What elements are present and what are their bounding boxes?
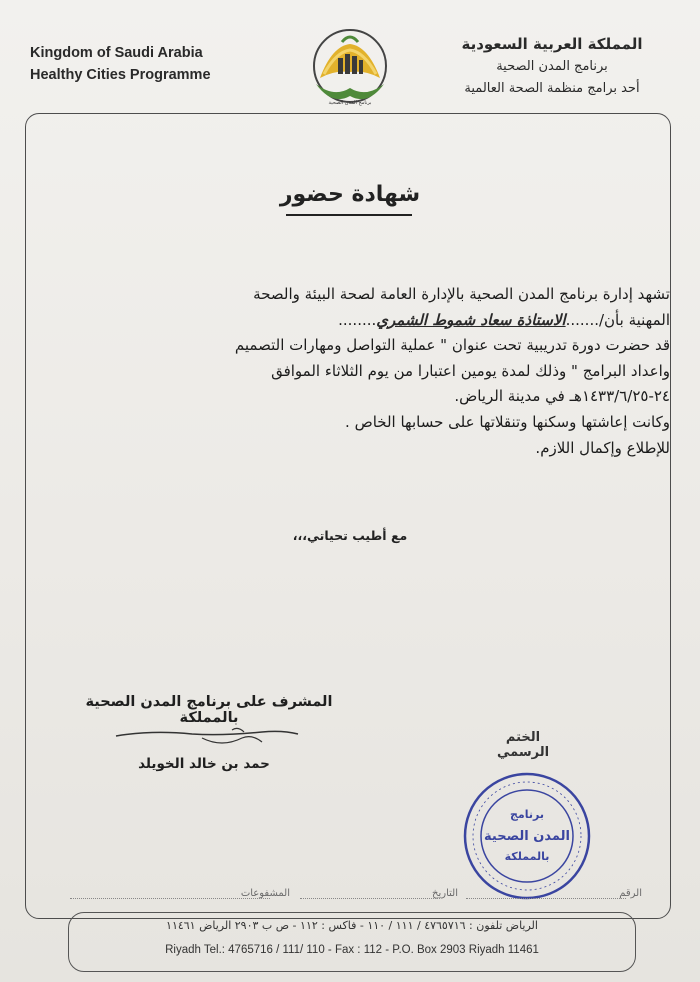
reference-attachments-label: المشفوعات xyxy=(240,888,290,899)
recipient-name: الاستاذة سعاد شموط الشمري xyxy=(376,310,566,329)
closing-greeting: مع أطيب تحياتي،،، xyxy=(292,528,408,543)
body-line: تشهد إدارة برنامج المدن الصحية بالإدارة العامة لصحة البيئة والصحة xyxy=(253,285,670,303)
reference-date-line xyxy=(300,898,440,900)
who-affiliation-ar: أحد برامج منظمة الصحة العالمية xyxy=(464,81,640,96)
country-name-ar: المملكة العربية السعودية xyxy=(461,35,643,53)
body-line-recipient xyxy=(60,308,670,334)
stamp-line-3: بالمملكة xyxy=(504,850,550,863)
certificate-title: شهادة حضور xyxy=(279,182,421,207)
handwritten-signature xyxy=(112,724,302,754)
programme-name-ar: برنامج المدن الصحية xyxy=(496,59,608,74)
certificate-body xyxy=(60,282,670,461)
header-arabic xyxy=(422,32,682,100)
recipient-suffix: ........ xyxy=(338,310,377,329)
logo-caption: برنامج المدن الصحية xyxy=(328,100,372,106)
reference-date-label: التاريخ xyxy=(432,888,458,899)
title-underline xyxy=(286,214,412,217)
footer-contact-box xyxy=(68,912,636,972)
stamp-line-1: برنامج xyxy=(510,808,544,821)
stamp-line-2: المدن الصحية xyxy=(484,829,570,844)
reference-number-line xyxy=(466,898,626,900)
body-line: وكانت إعاشتها وسكنها وتنقلاتها على حسابها الخاص . xyxy=(345,412,670,431)
header-english xyxy=(30,42,211,86)
supervisor-name: حمد بن خالد الخويلد xyxy=(138,756,270,772)
official-stamp xyxy=(458,770,596,902)
body-line: ٢٤-١٤٣٣/٦/٢٥هـ في مدينة الرياض. xyxy=(454,387,670,406)
country-name-en: Kingdom of Saudi Arabia xyxy=(30,45,203,61)
recipient-prefix: المهنية بأن/....... xyxy=(565,310,670,329)
body-line: للإطلاع وإكمال اللازم. xyxy=(535,438,670,457)
footer-contact-arabic: الرياض تلفون : ٤٧٦٥٧١٦ / ١١١ / ١١٠ - فاكس : ١١٢ - ص ب ٢٩٠٣ الرياض ١١٤٦١ xyxy=(166,919,538,932)
programme-name-en: Healthy Cities Programme xyxy=(30,67,211,83)
official-seal-label: الختم الرسمي xyxy=(496,730,550,760)
reference-number-label: الرقم xyxy=(619,888,642,899)
reference-attachments-line xyxy=(70,898,270,900)
body-line: قد حضرت دورة تدريبية تحت عنوان " عملية التواصل ومهارات التصميم xyxy=(234,336,670,355)
supervisor-title: المشرف على برنامج المدن الصحية بالمملكة xyxy=(85,694,333,726)
body-line: واعداد البرامج " وذلك لمدة يومين اعتبارا من يوم الثلاثاء الموافق xyxy=(271,361,670,380)
footer-contact-english: Riyadh Tel.: 4765716 / 111/ 110 - Fax : 112 - P.O. Box 2903 Riyadh 11461 xyxy=(165,944,539,956)
